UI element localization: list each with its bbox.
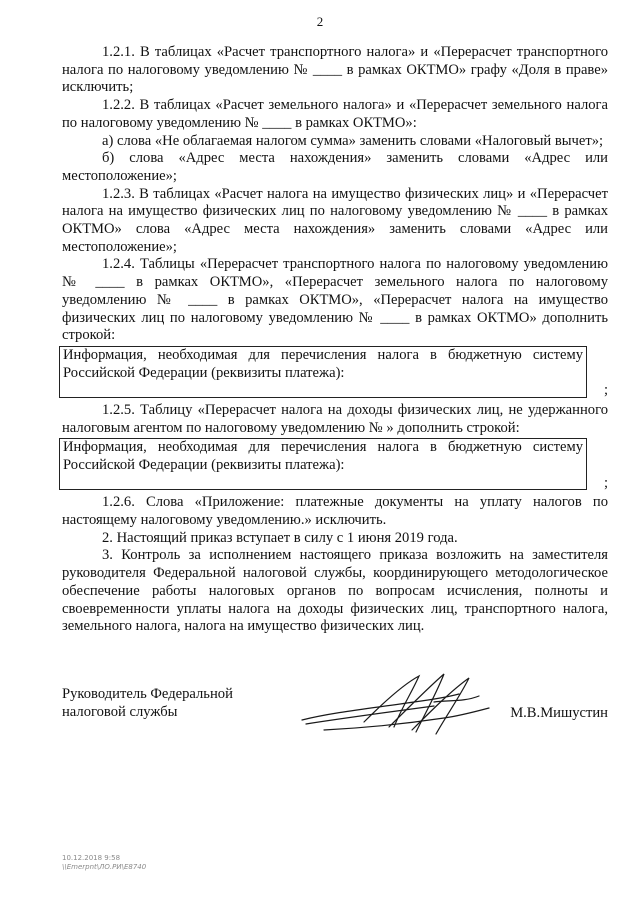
table-row-box-1 xyxy=(62,346,608,398)
table-row-cell-1 xyxy=(59,346,587,398)
paragraph-1-2-1: 1.2.1. В таблицах «Расчет транспортного налога» и «Перерасчет транспортного налога по налоговому уведомлению № ____ в рамках ОКТМО» графу «Доля в праве» исключить; xyxy=(62,44,608,96)
paragraph-1-2-3: 1.2.3. В таблицах «Расчет налога на имущество физических лиц» и «Перерасчет налога на имущество физических лиц по налоговому уведомлению № ____ в рамках ОКТМО» слова «Адрес места нахождения» заменить словами «Адрес или местоположение»; xyxy=(62,185,608,255)
footer-file-path: \\Emerpnt\ЛО.РИ\E8740 xyxy=(62,863,147,871)
paragraph-1-2-6: 1.2.6. Слова «Приложение: платежные документы на уплату налогов по настоящему налоговому уведомлению.» исключить. xyxy=(62,494,608,529)
paragraph-1-2-2-b: б) слова «Адрес места нахождения» заменить словами «Адрес или местоположение»; xyxy=(62,150,608,184)
document-body xyxy=(62,44,608,636)
signatory-name: М.В.Мишустин xyxy=(510,705,608,721)
semicolon-2: ; xyxy=(603,474,608,491)
signatory-position-line-2: налоговой службы xyxy=(62,703,178,720)
table-row-text-1: Информация, необходимая для перечисления налога в бюджетную систему Российской Федерации (реквизиты платежа): xyxy=(63,346,583,381)
paragraph-3: 3. Контроль за исполнением настоящего приказа возложить на заместителя руководителя Федеральной налоговой службы, координирующего методологическое обеспечение работы налоговых органов по вопросам исчисления, полноты и своевременности уплаты налога на доходы физических лиц, транспортного налога, земельного налога, налога на имущество физических лиц. xyxy=(62,547,608,635)
table-row-box-2 xyxy=(62,438,608,490)
signatory-position-line-1: Руководитель Федеральной xyxy=(62,686,233,702)
table-row-text-2: Информация, необходимая для перечисления налога в бюджетную систему Российской Федерации (реквизиты платежа): xyxy=(63,439,583,474)
footer-stamp xyxy=(62,854,146,872)
table-row-cell-2 xyxy=(59,438,587,490)
paragraph-1-2-4: 1.2.4. Таблицы «Перерасчет транспортного налога по налоговому уведомлению № ____ в рамках ОКТМО», «Перерасчет земельного налога по налоговому уведомлению № ____ в рамках ОКТМО», «Перерасчет налога на имущество физических лиц по налоговому уведомлению № ____ в рамках ОКТМО» дополнить строкой: xyxy=(62,256,608,344)
footer-timestamp: 10.12.2018 9:58 xyxy=(62,854,121,862)
paragraph-1-2-2-a: а) слова «Не облагаемая налогом сумма» заменить словами «Налоговый вычет»; xyxy=(102,132,604,149)
page-number: 2 xyxy=(316,14,324,29)
signatory-position xyxy=(62,686,262,721)
paragraph-1-2-2: 1.2.2. В таблицах «Расчет земельного налога» и «Перерасчет земельного налога по налоговому уведомлению № ____ в рамках ОКТМО»: xyxy=(62,97,608,131)
paragraph-2: 2. Настоящий приказ вступает в силу с 1 июня 2019 года. xyxy=(102,529,458,546)
handwritten-signature-icon xyxy=(294,672,504,742)
semicolon-1: ; xyxy=(603,382,608,399)
paragraph-1-2-5: 1.2.5. Таблицу «Перерасчет налога на доходы физических лиц, не удержанного налоговым агентом по налоговому уведомлению № » дополнить строкой: xyxy=(62,401,608,436)
signature-block xyxy=(62,686,608,746)
